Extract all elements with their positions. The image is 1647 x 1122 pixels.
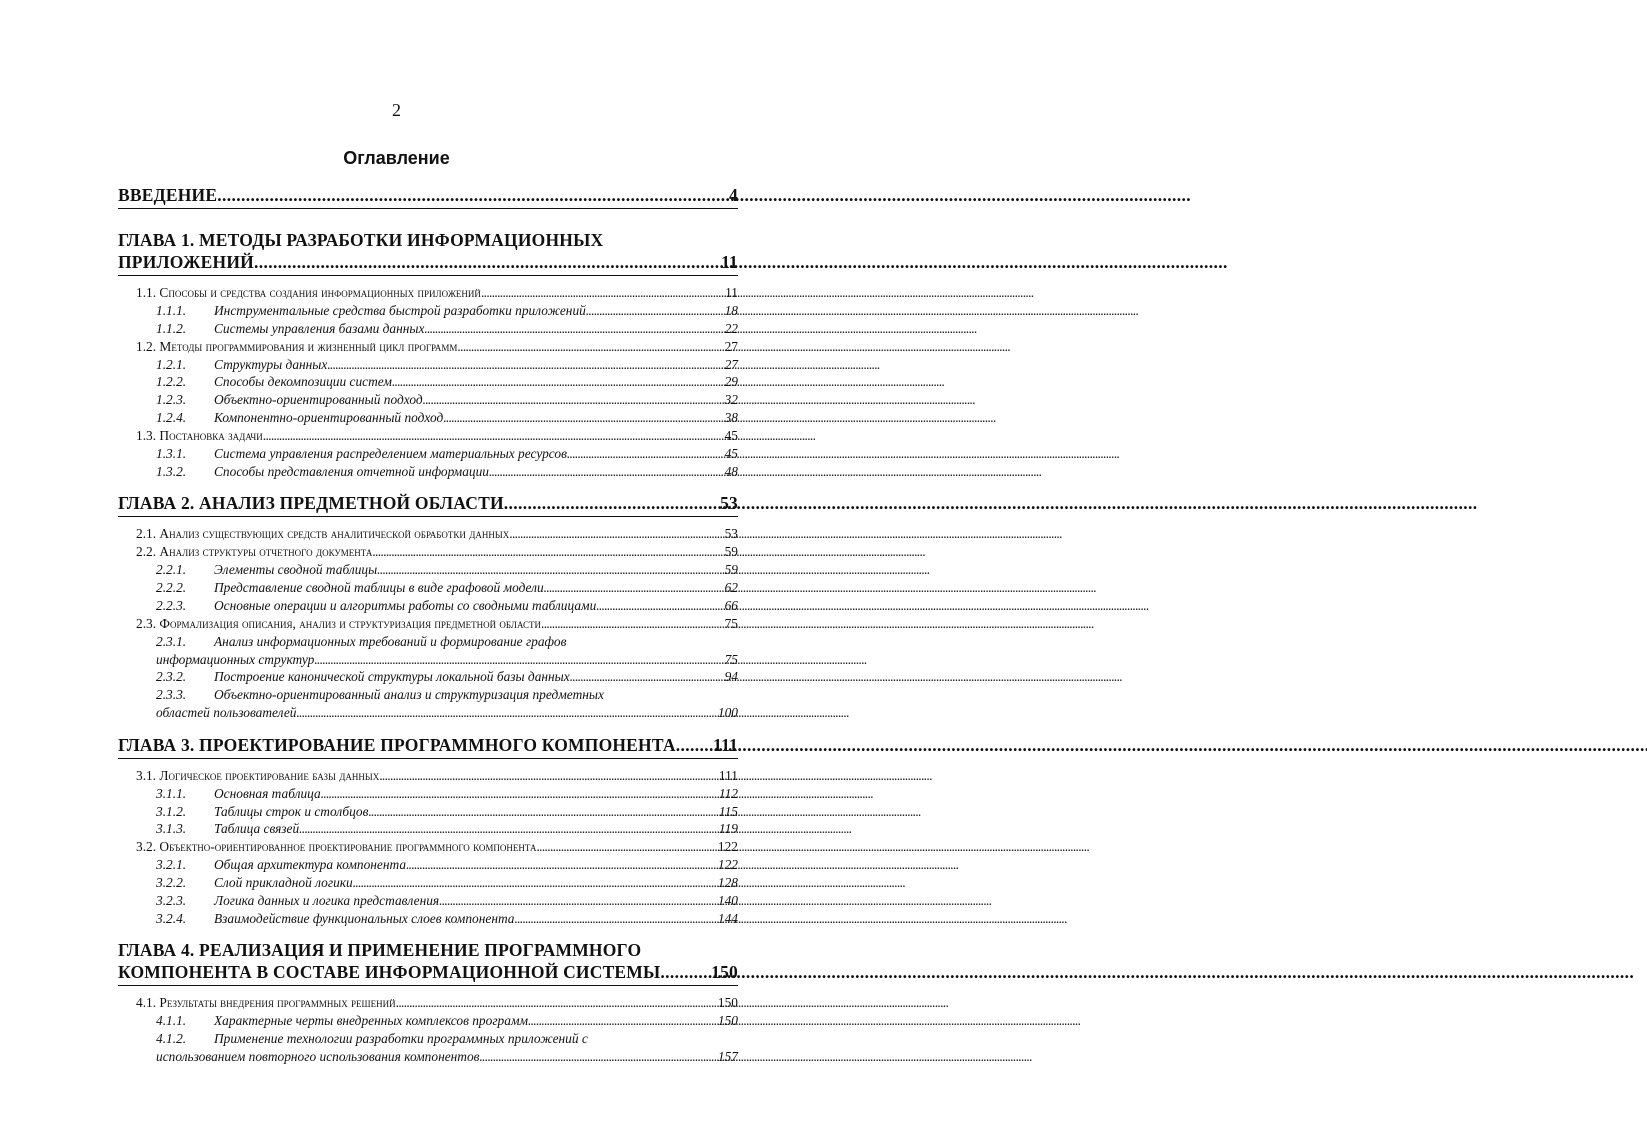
dot-leader <box>353 874 716 892</box>
entry-title: 1.3. Постановка задачи <box>136 427 263 443</box>
toc-row <box>136 427 738 445</box>
toc-section-s2_1[interactable] <box>118 525 738 543</box>
entry-page: 59 <box>724 562 738 578</box>
entry-title: 3.1.1. Основная таблица <box>118 785 321 803</box>
entry-page: 157 <box>717 1048 738 1064</box>
entry-title-line: 4.1.2. Применение технологии разработки программных приложений с <box>156 1031 588 1047</box>
toc-section-s3_1[interactable] <box>118 767 738 785</box>
toc-row <box>118 910 738 928</box>
entry-title: 3.2.1. Общая архитектура компонента <box>118 856 406 874</box>
toc-row <box>118 651 738 669</box>
dot-leader <box>372 543 722 561</box>
entry-page: 27 <box>724 338 738 354</box>
toc-row <box>118 785 738 803</box>
entry-title: использованием повторного использования компонентов <box>156 1048 480 1064</box>
entry-page: 75 <box>724 615 738 631</box>
dot-leader <box>254 251 719 273</box>
entry-title: 2.2.1. Элементы сводной таблицы <box>118 561 377 579</box>
entry-number: 1.2.1. <box>156 356 187 372</box>
toc-row <box>136 338 738 356</box>
dot-leader <box>321 785 717 803</box>
toc-subsection-s3_2_4[interactable] <box>118 910 738 928</box>
entry-title: 2.2.3. Основные операции и алгоритмы работы со сводными таблицами <box>118 597 596 615</box>
toc-row <box>136 615 738 633</box>
dot-leader <box>263 427 723 445</box>
spacer <box>118 217 738 229</box>
entry-title: 3.2.4. Взаимодействие функциональных слоев компонента <box>118 910 515 928</box>
entry-page: 4 <box>729 185 738 205</box>
entry-title: ГЛАВА 2. АНАЛИЗ ПРЕДМЕТНОЙ ОБЛАСТИ <box>118 493 504 514</box>
toc-row <box>118 1048 738 1066</box>
entry-title: ПРИЛОЖЕНИЙ <box>118 252 254 272</box>
entry-page: 22 <box>724 320 738 336</box>
toc-subsection-s4_1_1[interactable] <box>118 1012 738 1030</box>
toc-subsection-s2_3_2[interactable] <box>118 668 738 686</box>
dot-leader <box>314 651 722 669</box>
entry-page: 53 <box>720 493 738 514</box>
entry-number: 2.2.1. <box>156 562 187 578</box>
toc-row <box>118 961 738 986</box>
entry-page: 111 <box>713 734 738 755</box>
entry-title: 3.1.3. Таблица связей <box>118 820 299 838</box>
entry-page: 38 <box>724 409 738 425</box>
entry-page: 18 <box>724 303 738 318</box>
entry-page: 11 <box>721 252 738 272</box>
table-of-contents <box>118 184 738 1066</box>
entry-page: 66 <box>724 597 738 613</box>
toc-row <box>118 251 738 276</box>
toc-subsection-s4_1_2[interactable] <box>118 1030 738 1066</box>
toc-subsection-s1_2_3[interactable] <box>118 391 738 409</box>
dot-leader <box>423 391 723 409</box>
toc-row <box>136 543 738 561</box>
entry-number: 2.3.3. <box>156 687 187 703</box>
entry-page: 122 <box>717 839 738 855</box>
toc-subsection-s1_3_2[interactable] <box>118 463 738 481</box>
dot-leader <box>536 838 715 856</box>
entry-title: 3.2.3. Логика данных и логика представления <box>118 892 439 910</box>
entry-title: 1.2.2. Способы декомпозиции систем <box>118 373 392 391</box>
dot-leader <box>443 409 722 427</box>
entry-title: ГЛАВА 3. ПРОЕКТИРОВАНИЕ ПРОГРАММНОГО КОМПОНЕНТА <box>118 734 676 755</box>
toc-subsection-s3_2_1[interactable] <box>118 856 738 874</box>
toc-row <box>118 874 738 892</box>
toc-row <box>118 302 738 320</box>
toc-section-s2_2[interactable] <box>118 543 738 561</box>
toc-row <box>118 668 738 686</box>
entry-page: 119 <box>718 821 738 837</box>
toc-row <box>118 579 738 597</box>
entry-title: КОМПОНЕНТА В СОСТАВЕ ИНФОРМАЦИОННОЙ СИСТЕМЫ <box>118 962 661 983</box>
toc-subsection-s3_2_2[interactable] <box>118 874 738 892</box>
entry-title: 1.2.3. Объектно-ориентированный подход <box>118 391 423 409</box>
toc-section-s4_1[interactable] <box>118 994 738 1012</box>
dot-leader <box>481 284 723 302</box>
toc-chapter-ch3[interactable] <box>118 734 738 759</box>
entry-page: 45 <box>724 427 738 443</box>
toc-row <box>118 892 738 910</box>
toc-subsection-s1_3_1[interactable] <box>118 445 738 463</box>
toc-row <box>118 492 738 514</box>
entry-page: 94 <box>724 669 738 685</box>
entry-number: 1.1.1. <box>156 303 187 318</box>
entry-number: 3.2.4. <box>156 910 187 926</box>
entry-title: 3.1. Логическое проектирование базы данных <box>136 767 380 783</box>
entry-title-line: 2.3.1. Анализ информационных требований и формирование графов <box>156 633 567 649</box>
entry-number: 1.2.4. <box>156 409 187 425</box>
toc-row <box>118 561 738 579</box>
entry-title: областей пользователей <box>156 704 297 720</box>
dot-leader <box>509 525 722 543</box>
toc-subsection-s1_2_1[interactable] <box>118 356 738 374</box>
entry-number: 1.2.2. <box>156 374 187 390</box>
toc-section-s1_1[interactable] <box>118 284 738 302</box>
toc-subsection-s2_2_1[interactable] <box>118 561 738 579</box>
entry-page: 150 <box>717 1013 738 1029</box>
dot-leader <box>396 994 716 1012</box>
spacer <box>118 722 738 734</box>
entry-title: 1.3.1. Система управления распределением материальных ресурсов <box>118 445 567 463</box>
entry-page: 128 <box>717 874 738 890</box>
entry-number: 3.2.1. <box>156 857 187 873</box>
entry-title-line: ГЛАВА 1. МЕТОДЫ РАЗРАБОТКИ ИНФОРМАЦИОННЫХ <box>118 230 604 250</box>
toc-row <box>136 767 738 785</box>
toc-subsection-s3_1_2[interactable] <box>118 803 738 821</box>
entry-number: 2.2.2. <box>156 580 187 596</box>
entry-number: 1.3.2. <box>156 463 187 479</box>
entry-title: 1.1. Способы и средства создания информационных приложений <box>136 285 481 300</box>
entry-title: 2.3. Формализация описания, анализ и структуризация предметной области <box>136 615 542 631</box>
toc-row <box>118 1012 738 1030</box>
entry-number: 4.1.1. <box>156 1013 187 1029</box>
entry-number: 2.2.3. <box>156 597 187 613</box>
entry-title-line: 2.3.3. Объектно-ориентированный анализ и структуризация предметных <box>156 687 604 703</box>
entry-title: информационных структур <box>156 651 315 667</box>
dot-leader <box>567 445 723 463</box>
entry-title: ВВЕДЕНИЕ <box>118 185 218 205</box>
entry-number: 1.2.3. <box>156 392 187 408</box>
dot-leader <box>368 803 716 821</box>
entry-page: 150 <box>711 962 738 983</box>
toc-row <box>118 803 738 821</box>
toc-row <box>118 184 738 206</box>
dot-leader <box>379 767 717 785</box>
toc-row <box>136 525 738 543</box>
dot-leader <box>515 910 716 928</box>
entry-page: 111 <box>718 767 738 783</box>
toc-subsection-s2_2_2[interactable] <box>118 579 738 597</box>
spacer <box>118 480 738 492</box>
dot-leader <box>377 561 722 579</box>
dot-leader <box>296 704 715 722</box>
toc-row <box>118 445 738 463</box>
toc-subsection-s3_1_1[interactable] <box>118 785 738 803</box>
dot-leader <box>541 615 723 633</box>
dot-leader <box>424 320 722 338</box>
entry-page: 150 <box>717 995 738 1011</box>
toc-row <box>118 320 738 338</box>
dot-leader <box>596 597 722 615</box>
dot-leader <box>489 463 723 481</box>
entry-number: 3.2.3. <box>156 892 187 908</box>
dot-leader <box>392 373 723 391</box>
toc-section-s1_3[interactable] <box>118 427 738 445</box>
dot-leader <box>544 579 723 597</box>
dot-leader <box>570 668 723 686</box>
entry-number: 1.3.1. <box>156 445 187 461</box>
entry-title: 1.1.2. Системы управления базами данных <box>118 320 424 338</box>
entry-title: 4.1. Результаты внедрения программных решений <box>136 995 396 1011</box>
entry-number: 4.1.2. <box>156 1031 187 1047</box>
entry-page: 53 <box>724 526 738 542</box>
entry-number: 3.2.2. <box>156 874 187 890</box>
toc-subsection-s1_1_2[interactable] <box>118 320 738 338</box>
entry-title: 3.2.2. Слой прикладной логики <box>118 874 353 892</box>
toc-row <box>118 856 738 874</box>
entry-page: 144 <box>717 910 738 926</box>
toc-subsection-s3_1_3[interactable] <box>118 820 738 838</box>
entry-title-line: ГЛАВА 4. РЕАЛИЗАЦИЯ И ПРИМЕНЕНИЕ ПРОГРАММНОГО <box>118 940 642 961</box>
dot-leader <box>479 1048 715 1066</box>
entry-page: 27 <box>724 356 738 372</box>
dot-leader <box>439 892 716 910</box>
toc-row <box>136 838 738 856</box>
entry-page: 62 <box>724 580 738 596</box>
toc-row <box>118 820 738 838</box>
entry-page: 75 <box>724 651 738 667</box>
toc-section-s3_2[interactable] <box>118 838 738 856</box>
page-title: Оглавление <box>343 148 450 168</box>
entry-page: 122 <box>717 857 738 873</box>
entry-page: 48 <box>724 463 738 479</box>
entry-title: 3.1.2. Таблицы строк и столбцов <box>118 803 368 821</box>
dot-leader <box>327 356 722 374</box>
toc-chapter-ch1[interactable] <box>118 229 738 276</box>
toc-row <box>118 704 738 722</box>
spacer <box>118 927 738 939</box>
toc-row <box>118 356 738 374</box>
toc-subsection-s2_3_3[interactable] <box>118 686 738 722</box>
entry-title: 1.2.4. Компонентно-ориентированный подход <box>118 409 443 427</box>
dot-leader <box>504 492 718 514</box>
toc-row <box>118 734 738 756</box>
toc-subsection-s1_2_4[interactable] <box>118 409 738 427</box>
entry-number: 3.1.3. <box>156 821 187 837</box>
entry-title: 1.2.1. Структуры данных <box>118 356 327 374</box>
toc-chapter-ch4[interactable] <box>118 939 738 986</box>
entry-page: 115 <box>718 803 738 819</box>
toc-row <box>118 597 738 615</box>
toc-chapter-intro[interactable] <box>118 184 738 209</box>
entry-title: 2.2.2. Представление сводной таблицы в виде графовой модели <box>118 579 544 597</box>
entry-page: 11 <box>725 285 738 300</box>
entry-page: 45 <box>724 445 738 461</box>
page-number: 2 <box>392 100 401 120</box>
entry-number: 3.1.2. <box>156 803 187 819</box>
toc-row <box>136 284 738 302</box>
dot-leader <box>217 184 727 206</box>
toc-section-s1_2[interactable] <box>118 338 738 356</box>
entry-title: 1.2. Методы программирования и жизненный цикл программ <box>136 338 458 354</box>
entry-title: 1.1.1. Инструментальные средства быстрой разработки приложений <box>118 302 586 320</box>
toc-section-s2_3[interactable] <box>118 615 738 633</box>
entry-title: 1.3.2. Способы представления отчетной информации <box>118 463 489 481</box>
entry-page: 59 <box>724 544 738 560</box>
dot-leader <box>457 338 722 356</box>
dot-leader <box>406 856 716 874</box>
toc-row <box>136 994 738 1012</box>
entry-title: 2.3.2. Построение канонической структуры локальной базы данных <box>118 668 570 686</box>
dot-leader <box>586 302 723 320</box>
toc-subsection-s1_1_1[interactable] <box>118 302 738 320</box>
dot-leader <box>299 820 717 838</box>
toc-row <box>118 463 738 481</box>
toc-row <box>118 391 738 409</box>
dot-leader <box>676 734 711 756</box>
entry-title: 2.2. Анализ структуры отчетного документа <box>136 544 373 560</box>
entry-page: 29 <box>724 374 738 390</box>
toc-row <box>118 409 738 427</box>
dot-leader <box>528 1012 716 1030</box>
entry-page: 100 <box>717 704 738 720</box>
entry-title: 3.2. Объектно-ориентированное проектирование программного компонента <box>136 839 537 855</box>
dot-leader <box>660 961 709 983</box>
entry-title: 2.1. Анализ существующих средств аналитической обработки данных <box>136 526 510 542</box>
entry-number: 2.3.1. <box>156 633 187 649</box>
entry-page: 32 <box>724 392 738 408</box>
entry-page: 140 <box>717 892 738 908</box>
toc-subsection-s2_2_3[interactable] <box>118 597 738 615</box>
entry-number: 3.1.1. <box>156 785 187 801</box>
toc-subsection-s3_2_3[interactable] <box>118 892 738 910</box>
toc-row <box>118 373 738 391</box>
entry-page: 112 <box>718 785 738 801</box>
toc-subsection-s2_3_1[interactable] <box>118 633 738 669</box>
entry-number: 1.1.2. <box>156 320 187 336</box>
toc-chapter-ch2[interactable] <box>118 492 738 517</box>
entry-title: 4.1.1. Характерные черты внедренных комплексов программ <box>118 1012 528 1030</box>
toc-subsection-s1_2_2[interactable] <box>118 373 738 391</box>
entry-number: 2.3.2. <box>156 669 187 685</box>
